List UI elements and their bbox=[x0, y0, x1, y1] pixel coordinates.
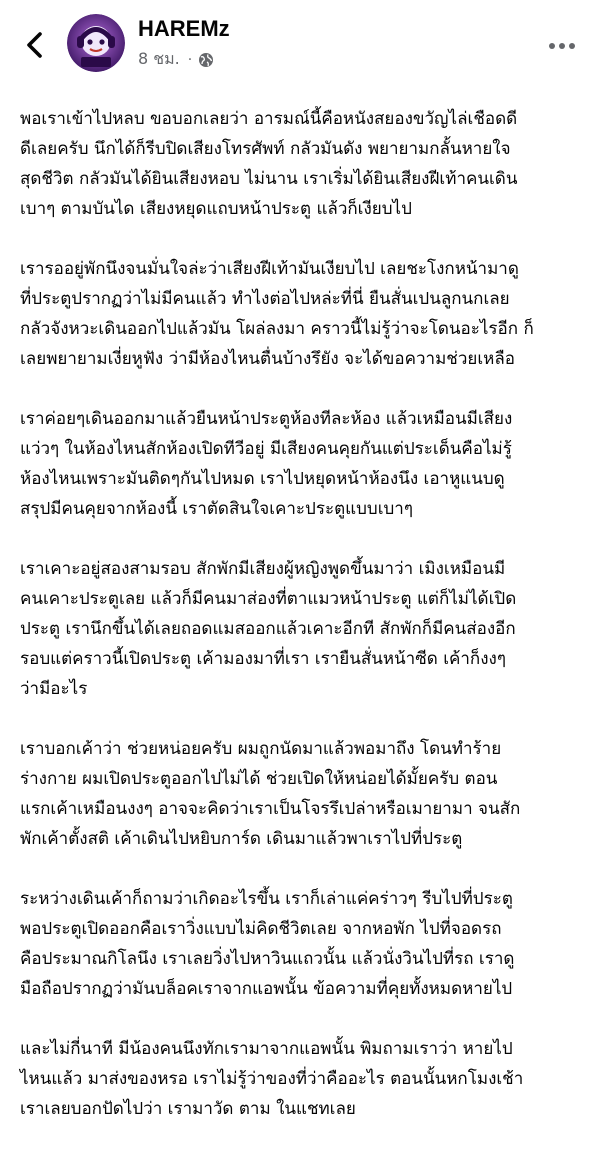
avatar[interactable] bbox=[67, 14, 125, 72]
post-paragraph: เรารออยู่พักนึงจนมั่นใจล่ะว่าเสียงฝีเท้ามันเงียบไป เลยชะโงกหน้ามาดู ที่ประตูปรากฏว่าไม่มีคนแล้ว ทำไงต่อไปหล่ะที่นี่ ยืนสั่นเปนลูกนกเลย กลัวจังหวะเดินออกไปแล้วมัน โผล่ลงมา คราวนี้ไม่รู้ว่าจะโดนอะไรอีก ก็ เลยพยายามเงี่ยหูฟัง ว่ามีห้องไหนตื่นบ้างรึยัง จะได้ขอความช่วยเหลือ bbox=[20, 259, 534, 369]
avatar-image bbox=[67, 14, 125, 72]
meta-separator: · bbox=[187, 51, 193, 68]
more-dots-icon bbox=[548, 39, 576, 53]
post-paragraph: เราค่อยๆเดินออกมาแล้วยืนหน้าประตูห้องทีละห้อง แล้วเหมือนมีเสียง แว่วๆ ในห้องไหนสักห้องเปิดทีวีอยู่ มีเสียงคนคุยกันแต่ประเด็นคือไม่รู้ ห้องไหนเพราะมันติดๆกันไปหมด เราไปหยุดหน้าห้องนึง เอาหูแนบดู สรุปมีคนคุยจากห้องนี้ เราตัดสินใจเคาะประตูแบบเบาๆ bbox=[20, 409, 513, 519]
post-paragraph: และไม่กี่นาที มีน้องคนนึงทักเรามาจากแอพนั้น พิมถามเราว่า หายไป ไหนแล้ว มาส่งของหรอ เราไม่รู้ว่าของที่ว่าคืออะไร ตอนนั้นหกโมงเช้า เราเลยบอกปัดไปว่า เรามาวัด ตาม ในแชทเลย bbox=[20, 1039, 524, 1119]
post-header bbox=[0, 0, 594, 92]
post-paragraph: เราเคาะอยู่สองสามรอบ สักพักมีเสียงผู้หญิงพูดขึ้นมาว่า เมิงเหมือนมี คนเคาะประตูเลย แล้วก็มีคนมาส่องที่ตาแมวหน้าประตู แต่ก็ไม่ได้เปิด ประตู เรานึกขึ้นได้เลยถอดแมสออกแล้วเคาะอีกที สักพักก็มีคนส่องอีก รอบแต่คราวนี้เปิดประตู เค้ามองมาที่เรา เรายืนสั่นหน้าซีด เค้าก็งงๆ ว่ามีอะไร bbox=[20, 559, 517, 699]
author-name[interactable]: HAREMz bbox=[138, 16, 230, 41]
back-button[interactable] bbox=[18, 28, 52, 62]
post-body bbox=[20, 104, 580, 1154]
chevron-left-icon bbox=[18, 28, 52, 62]
globe-icon bbox=[198, 52, 214, 68]
post-paragraph: เราบอกเค้าว่า ช่วยหน่อยครับ ผมถูกนัดมาแล้วพอมาถึง โดนทำร้าย ร่างกาย ผมเปิดประตูออกไปไม่ได้ ช่วยเปิดให้หน่อยได้มั้ยครับ ตอน แรกเค้าเหมือนงงๆ อาจจะคิดว่าเราเป็นโจรรึเปล่าหรือเมายามา จนสัก พักเค้าตั้งสติ เค้าเดินไปหยิบการ์ด เดินมาแล้วพาเราไปที่ประตู bbox=[20, 739, 521, 849]
post-paragraph: ระหว่างเดินเค้าก็ถามว่าเกิดอะไรขึ้น เราก็เล่าแค่คร่าวๆ รีบไปที่ประตู พอประตูเปิดออกคือเราวิ่งแบบไม่คิดชีวิตเลย จากหอพัก ไปที่จอดรถ คือประมาณกิโลนึง เราเลยวิ่งไปหาวินแถวนั้น แล้วนั่งวินไปที่รถ เราดู มือถือปรากฏว่ามันบล็อคเราจากแอพนั้น ข้อความที่คุยทั้งหมดหายไป bbox=[20, 889, 515, 999]
post-meta bbox=[138, 47, 214, 72]
post-paragraph: พอเราเข้าไปหลบ ขอบอกเลยว่า อารมณ์นี้คือหนังสยองขวัญไล่เชือดดี ดีเลยครับ นึกได้ก็รีบปิดเสียงโทรศัพท์ กลัวมันดัง พยายามกลั้นหายใจ สุดชีวิต กลัวมันได้ยินเสียงหอบ ไม่นาน เราเริ่มได้ยินเสียงฝีเท้าคนเดิน เบาๆ ตามบันได เสียงหยุดแถบหน้าประตู แล้วก็เงียบไป bbox=[20, 109, 518, 219]
more-options-button[interactable] bbox=[548, 38, 576, 52]
timestamp[interactable]: 8 ชม. bbox=[138, 49, 180, 68]
